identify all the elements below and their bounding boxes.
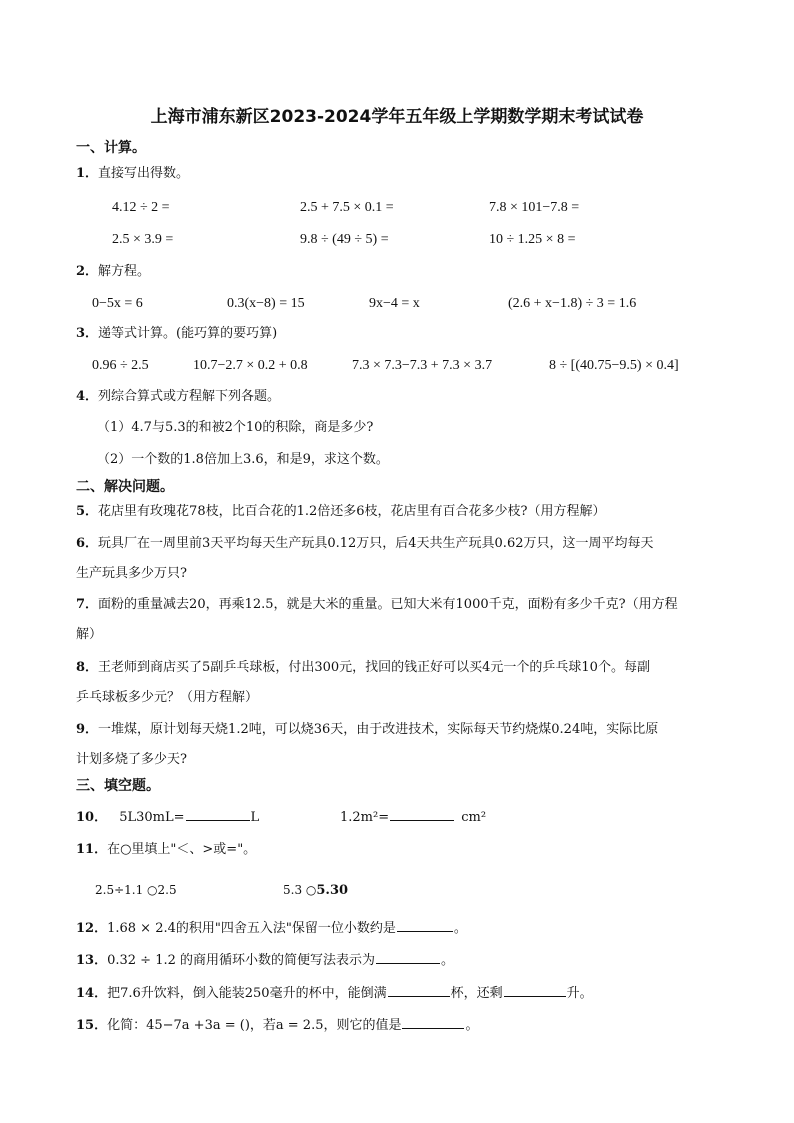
question-text: 王老师到商店买了5副乒乓球板，付出300元，找回的钱正好可以买4元一个的乒乓球10个。每副 <box>98 660 650 675</box>
question-10 <box>76 808 259 824</box>
question-number: 9． <box>76 722 99 737</box>
q1-item-5: 9.8 ÷ (49 ÷ 5) = <box>300 232 389 247</box>
q11-item-b <box>283 884 348 897</box>
question-number: 13． <box>76 953 108 968</box>
question-4 <box>76 390 280 403</box>
q3-item-4: 8 ÷ [(40.75−9.5) × 0.4] <box>549 358 679 373</box>
question-text: 面粉的重量减去20，再乘12.5，就是大米的重量。已知大米有1000千克，面粉有多少千克?（用方程 <box>98 597 678 612</box>
answer-blank[interactable] <box>390 808 454 821</box>
q1-item-2: 2.5 + 7.5 × 0.1 = <box>300 200 394 215</box>
q3-item-2: 10.7−2.7 × 0.2 + 0.8 <box>193 358 308 373</box>
q10-part-b-text: 1.2m²= <box>340 810 390 825</box>
question-number: 6． <box>76 536 99 551</box>
question-text-mid: 杯，还剩 <box>450 986 503 1001</box>
question-text: 0.32 ÷ 1.2 的商用循环小数的简便写法表示为 <box>107 953 376 968</box>
q1-item-1: 4.12 ÷ 2 = <box>112 200 170 215</box>
question-number: 5． <box>76 504 99 519</box>
question-15 <box>76 1016 479 1032</box>
question-5 <box>76 505 606 518</box>
question-14 <box>76 984 593 1000</box>
question-9 <box>76 723 658 736</box>
q2-item-4: (2.6 + x−1.8) ÷ 3 = 1.6 <box>508 296 637 311</box>
question-9-line-2: 计划多烧了多少天? <box>76 752 187 767</box>
question-text: 列综合算式或方程解下列各题。 <box>98 389 281 404</box>
answer-blank[interactable] <box>186 808 250 821</box>
question-number: 10． <box>76 810 108 825</box>
question-text: 一堆煤，原计划每天烧1.2吨，可以烧36天，由于改进技术，实际每天节约烧煤0.24吨，实际比原 <box>98 722 659 737</box>
question-number: 7． <box>76 597 99 612</box>
q1-item-3: 7.8 × 101−7.8 = <box>489 200 580 215</box>
q2-item-2: 0.3(x−8) = 15 <box>227 296 305 311</box>
q1-item-6: 10 ÷ 1.25 × 8 = <box>489 232 576 247</box>
question-8 <box>76 661 650 674</box>
question-end: 。 <box>441 953 455 968</box>
section-heading-calculation: 一、计算。 <box>76 140 146 156</box>
question-number: 11． <box>76 842 108 857</box>
question-end: 升。 <box>566 986 593 1001</box>
question-text: 玩具厂在一周里前3天平均每天生产玩具0.12万只，后4天共生产玩具0.62万只，这一周平均每天 <box>98 536 654 551</box>
question-text: 在○里填上"＜、>或="。 <box>107 842 257 857</box>
page-title: 上海市浦东新区2023-2024学年五年级上学期数学期末考试试卷 <box>150 107 644 127</box>
section-heading-fill-in: 三、填空题。 <box>76 778 160 794</box>
question-text: 递等式计算。(能巧算的要巧算) <box>98 326 278 341</box>
question-number: 4． <box>76 389 99 404</box>
question-number: 15． <box>76 1018 108 1033</box>
section-heading-problems: 二、解决问题。 <box>76 479 174 495</box>
question-number: 2． <box>76 264 99 279</box>
question-text: 花店里有玫瑰花78枝，比百合花的1.2倍还多6枝，花店里有百合花多少枝?（用方程解） <box>98 504 606 519</box>
answer-blank[interactable] <box>376 951 440 964</box>
q3-item-1: 0.96 ÷ 2.5 <box>92 358 149 373</box>
q11-item-b-value: 5.30 <box>316 883 349 898</box>
question-number: 3． <box>76 326 99 341</box>
question-8-line-2: 乒乓球板多少元？（用方程解） <box>76 690 259 705</box>
question-11 <box>76 843 256 856</box>
q10-unit-a: L <box>250 810 260 825</box>
answer-blank[interactable] <box>388 984 450 997</box>
question-6 <box>76 537 653 550</box>
q4-sub-1: （1）4.7与5.3的和被2个10的积除，商是多少? <box>97 420 374 435</box>
answer-blank[interactable] <box>397 919 453 932</box>
question-text: 化简：45−7a +3a = ()，若a = 2.5，则它的值是 <box>107 1018 402 1033</box>
q11-item-b-text: 5.3 ○ <box>283 883 317 897</box>
q2-item-3: 9x−4 = x <box>369 296 420 311</box>
question-number: 12． <box>76 921 108 936</box>
question-3 <box>76 327 277 340</box>
question-2 <box>76 265 150 278</box>
question-number: 14． <box>76 986 108 1001</box>
q4-sub-2: （2）一个数的1.8倍加上3.6，和是9，求这个数。 <box>97 452 389 467</box>
q10-part-a-text: 5L30mL= <box>119 810 185 825</box>
question-end: 。 <box>465 1018 479 1033</box>
question-10-part-b <box>340 808 486 824</box>
q3-item-3: 7.3 × 7.3−7.3 + 7.3 × 3.7 <box>352 358 493 373</box>
question-number: 1． <box>76 166 99 181</box>
question-text: 把7.6升饮料，倒入能装250毫升的杯中，能倒满 <box>107 986 387 1001</box>
question-1 <box>76 167 189 180</box>
question-12 <box>76 919 467 935</box>
q11-item-a: 2.5÷1.1 ○2.5 <box>95 883 177 897</box>
question-6-line-2: 生产玩具多少万只? <box>76 566 187 581</box>
question-number: 8． <box>76 660 99 675</box>
q1-item-4: 2.5 × 3.9 = <box>112 232 174 247</box>
question-text: 直接写出得数。 <box>98 166 190 181</box>
question-end: 。 <box>453 921 467 936</box>
q2-item-1: 0−5x = 6 <box>92 296 143 311</box>
question-13 <box>76 951 454 967</box>
question-7-line-2: 解） <box>76 627 103 642</box>
question-7 <box>76 598 678 611</box>
answer-blank[interactable] <box>402 1016 464 1029</box>
question-text: 解方程。 <box>98 264 151 279</box>
question-text: 1.68 × 2.4的积用"四舍五入法"保留一位小数约是 <box>107 921 396 936</box>
answer-blank[interactable] <box>504 984 566 997</box>
q10-unit-b: cm² <box>461 810 487 825</box>
